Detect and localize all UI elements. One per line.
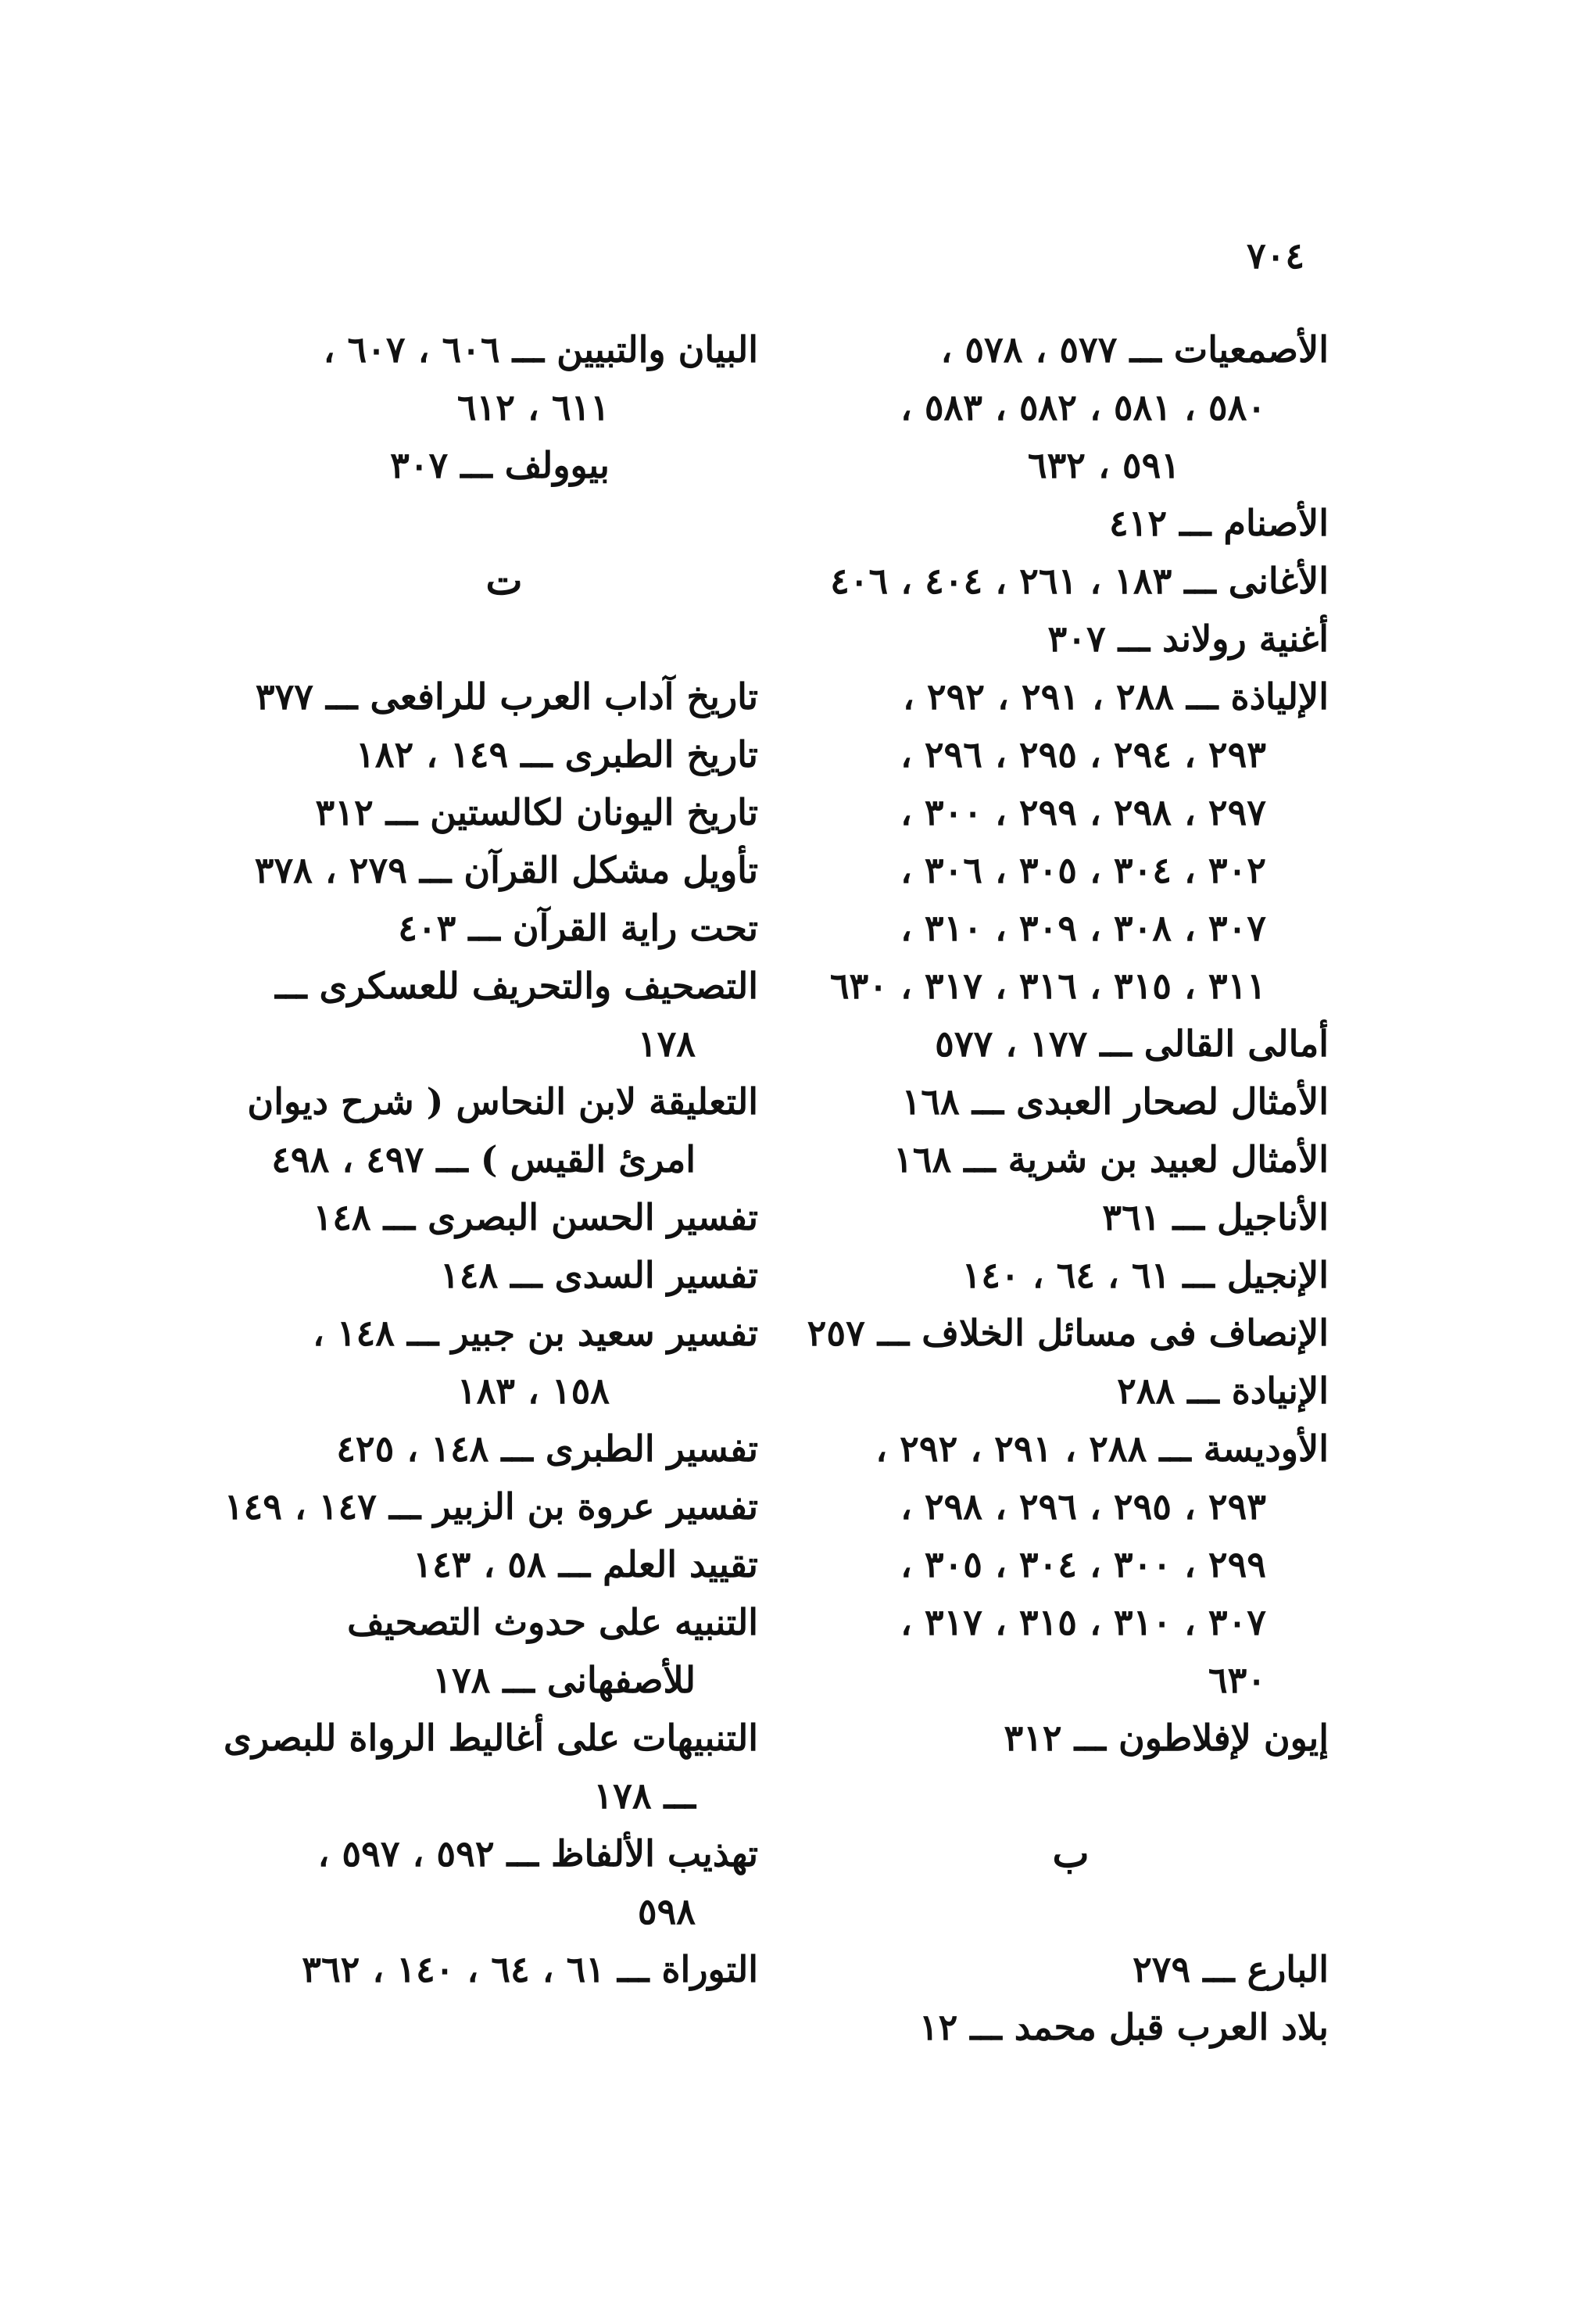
right-index-entry: الأوديسة ـــ ٢٨٨ ، ٢٩١ ، ٢٩٢ ، [875, 1427, 1329, 1470]
right-index-entry: ٢٩٣ ، ٢٩٤ ، ٢٩٥ ، ٢٩٦ ، [900, 733, 1266, 775]
left-index-entry: تفسير سعيد بن جبير ـــ ١٤٨ ، [312, 1312, 758, 1354]
right-index-entry: ٢٩٣ ، ٢٩٥ ، ٢٩٦ ، ٢٩٨ ، [900, 1485, 1266, 1528]
left-index-entry: ـــ ١٧٨ [593, 1775, 696, 1817]
left-index-entry: البيان والتبيين ـــ ٦٠٦ ، ٦٠٧ ، [323, 328, 758, 371]
left-index-entry: تاريخ آداب العرب للرافعى ـــ ٣٧٧ [255, 675, 758, 718]
right-index-entry: ٥٨٠ ، ٥٨١ ، ٥٨٢ ، ٥٨٣ ، [900, 386, 1266, 428]
left-index-entry: تحت راية القرآن ـــ ٤٠٣ [398, 907, 758, 949]
right-index-entry: ٣٠٧ ، ٣٠٨ ، ٣٠٩ ، ٣١٠ ، [900, 907, 1266, 949]
right-index-entry: الإنجيل ـــ ٦١ ، ٦٤ ، ١٤٠ [961, 1254, 1329, 1296]
left-index-entry: التنبيه على حدوث التصحيف [347, 1601, 758, 1643]
left-index-entry: التنبيهات على أغاليط الرواة للبصرى [223, 1717, 758, 1759]
right-index-entry: الأمثال لعبيد بن شرية ـــ ١٦٨ [893, 1138, 1329, 1180]
spacer [813, 1882, 1329, 1940]
right-index-entry: ٣٠٧ ، ٣١٠ ، ٣١٥ ، ٣١٧ ، [900, 1601, 1266, 1643]
left-index-entry: التصحيف والتحريف للعسكرى ـــ [275, 965, 758, 1007]
right-index-entry: بلاد العرب قبل محمد ـــ ١٢ [918, 2006, 1329, 2048]
right-index-entry: الأصمعيات ـــ ٥٧٧ ، ٥٧٨ ، [940, 328, 1329, 371]
left-index-entry: ١٧٨ [637, 1023, 696, 1065]
right-column [807, 321, 1329, 2056]
section-letter-heading: ت [485, 557, 523, 604]
left-index-entry: التعليقة لابن النحاس ( شرح ديوان [247, 1080, 758, 1123]
right-index-entry: الأصنام ـــ ٤١٢ [1108, 502, 1329, 544]
left-index-entry: بيوولف ـــ ٣٠٧ [390, 444, 610, 486]
right-index-entry: الإنصاف فى مسائل الخلاف ـــ ٢٥٧ [807, 1312, 1329, 1354]
section-letter-heading: ب [1052, 1830, 1090, 1876]
right-index-entry: إيون لإفلاطون ـــ ٣١٢ [1004, 1717, 1329, 1759]
left-index-entry: تأويل مشكل القرآن ـــ ٢٧٩ ، ٣٧٨ [254, 849, 758, 891]
left-index-entry: تقييد العلم ـــ ٥٨ ، ١٤٣ [413, 1543, 758, 1585]
right-index-entry: الأغانى ـــ ١٨٣ ، ٢٦١ ، ٤٠٤ ، ٤٠٦ [830, 560, 1329, 602]
right-index-entry: ٣٠٢ ، ٣٠٤ ، ٣٠٥ ، ٣٠٦ ، [900, 849, 1266, 891]
left-index-entry: تفسير عروة بن الزبير ـــ ١٤٧ ، ١٤٩ [224, 1485, 758, 1528]
page-number: ٧٠٤ [1247, 235, 1305, 277]
right-index-entry: أمالى القالى ـــ ١٧٧ ، ٥٧٧ [935, 1023, 1329, 1065]
left-index-entry: التوراة ـــ ٦١ ، ٦٤ ، ١٤٠ ، ٣٦٢ [302, 1948, 758, 1990]
left-index-entry: للأصفهانى ـــ ١٧٨ [432, 1659, 696, 1701]
right-index-entry: ٣١١ ، ٣١٥ ، ٣١٦ ، ٣١٧ ، ٦٣٠ [829, 965, 1266, 1007]
left-column [223, 321, 758, 1998]
left-index-entry: تاريخ الطبرى ـــ ١٤٩ ، ١٨٢ [356, 733, 758, 775]
right-index-entry: الأمثال لصحار العبدى ـــ ١٦٨ [901, 1080, 1329, 1123]
right-index-entry: ٥٩١ ، ٦٣٢ [1027, 444, 1180, 486]
spacer [250, 610, 758, 668]
left-index-entry: تفسير الطبرى ـــ ١٤٨ ، ٤٢٥ [336, 1427, 758, 1470]
right-index-entry: ٢٩٧ ، ٢٩٨ ، ٢٩٩ ، ٣٠٠ ، [900, 791, 1266, 833]
left-index-entry: ٦١١ ، ٦١٢ [456, 386, 610, 428]
left-index-entry: امرئ القيس ) ـــ ٤٩٧ ، ٤٩٨ [271, 1138, 696, 1180]
left-index-entry: تاريخ اليونان لكالستين ـــ ٣١٢ [315, 791, 758, 833]
right-index-entry: ٦٣٠ [1208, 1659, 1266, 1701]
left-index-entry: ١٥٨ ، ١٨٣ [456, 1370, 610, 1412]
left-index-entry: ٥٩٨ [637, 1890, 696, 1932]
right-index-entry: الإنيادة ـــ ٢٨٨ [1117, 1370, 1329, 1412]
right-index-entry: البارع ـــ ٢٧٩ [1133, 1948, 1329, 1990]
left-index-entry: تفسير السدى ـــ ١٤٨ [440, 1254, 758, 1296]
spacer [813, 1767, 1329, 1825]
left-index-entry: تفسير الحسن البصرى ـــ ١٤٨ [313, 1196, 758, 1238]
right-index-entry: ٢٩٩ ، ٣٠٠ ، ٣٠٤ ، ٣٠٥ ، [900, 1543, 1266, 1585]
right-index-entry: الأناجيل ـــ ٣٦١ [1102, 1196, 1329, 1238]
left-index-entry: تهذيب الألفاظ ـــ ٥٩٢ ، ٥٩٧ ، [317, 1832, 758, 1875]
right-index-entry: أغنية رولاند ـــ ٣٠٧ [1047, 618, 1329, 660]
spacer [250, 494, 758, 552]
right-index-entry: الإلياذة ـــ ٢٨٨ ، ٢٩١ ، ٢٩٢ ، [902, 675, 1329, 718]
